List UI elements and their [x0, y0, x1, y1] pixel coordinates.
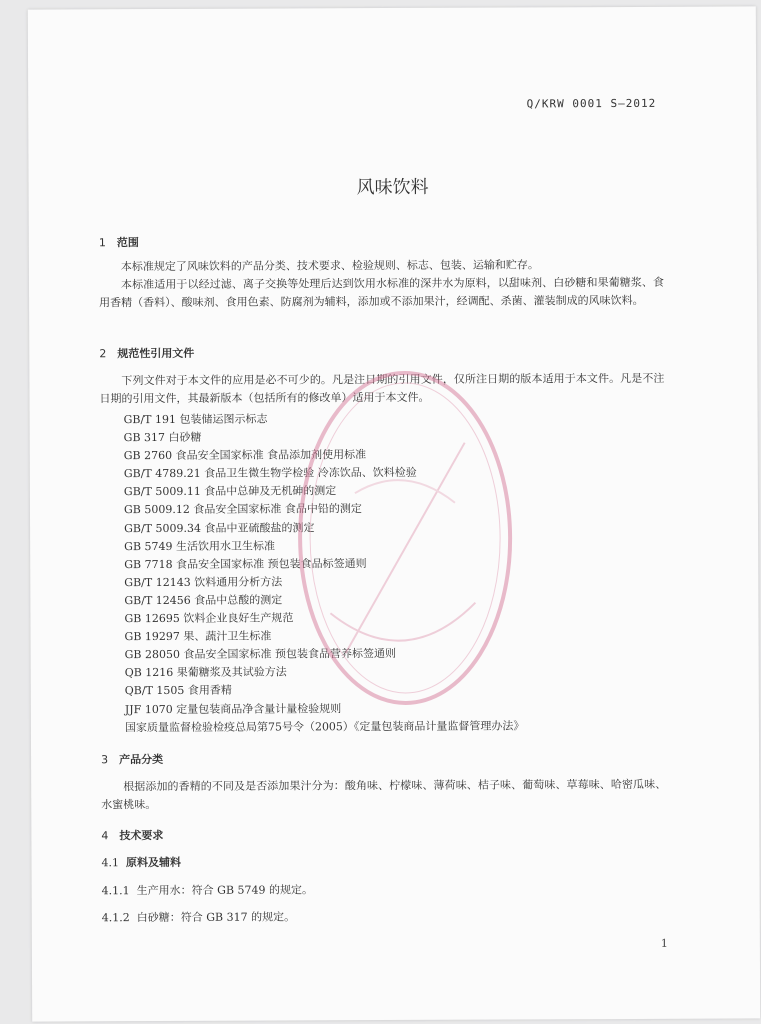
reference-item: QB/T 1505 食用香精	[124, 684, 232, 698]
section-number: 2	[99, 347, 107, 361]
section-heading-normative-references	[99, 345, 194, 361]
document-page	[28, 6, 760, 1021]
reference-item: GB/T 4789.21 食品卫生微生物学检验 冷冻饮品、饮料检验	[123, 466, 417, 481]
reference-item: GB 5009.12 食品安全国家标准 食品中铅的测定	[123, 502, 362, 517]
reference-item: GB/T 5009.34 食品中亚硫酸盐的测定	[124, 520, 315, 535]
paragraph-scope-1: 本标准规定了风味饮料的产品分类、技术要求、检验规则、标志、包装、运输和贮存。	[120, 258, 539, 274]
reference-item: 国家质量监督检验检疫总局第75号令（2005）《定量包装商品计量监督管理办法》	[124, 719, 525, 734]
reference-item: GB 28050 食品安全国家标准 预包装食品营养标签通则	[124, 647, 396, 662]
document-title: 风味饮料	[356, 176, 429, 199]
paragraph-classification: 根据添加的香精的不同及是否添加果汁分为：酸角味、柠檬味、薄荷味、桔子味、葡萄味、草莓味、哈密瓜味、水蜜桃味。	[101, 777, 667, 812]
reference-item: GB 5749 生活饮用水卫生标准	[124, 539, 276, 553]
section-number: 4	[101, 829, 109, 843]
clause-number: 4.1.2	[101, 911, 130, 925]
section-heading-classification	[101, 751, 163, 767]
section-title: 产品分类	[119, 753, 164, 767]
reference-item: JJF 1070 定量包装商品净含量计量检验规则	[124, 701, 342, 716]
reference-item: GB/T 5009.11 食品中总砷及无机砷的测定	[123, 484, 337, 499]
reference-item: GB 12695 饮料企业良好生产规范	[124, 611, 294, 626]
section-title: 范围	[116, 236, 139, 250]
clause-text: 白砂糖：符合 GB 317 的规定。	[136, 910, 296, 925]
section-title: 规范性引用文件	[117, 346, 195, 361]
section-number: 1	[98, 236, 106, 250]
subsection-heading-raw-materials	[101, 854, 181, 870]
reference-item: GB/T 191 包装储运图示标志	[123, 412, 268, 427]
reference-item: QB 1216 果葡糖浆及其试验方法	[124, 665, 287, 680]
reference-item: GB 317 白砂糖	[123, 430, 202, 445]
clause-text: 生产用水：符合 GB 5749 的规定。	[136, 883, 314, 898]
clause-white-sugar	[102, 908, 295, 925]
clause-production-water	[102, 881, 313, 898]
reference-item: GB/T 12143 饮料通用分析方法	[124, 575, 283, 590]
paragraph-scope-2: 本标准适用于以经过滤、离子交换等处理后达到饮用水标准的深井水为原料，以甜味剂、白砂糖和果葡糖浆、食用香精（香料）、酸味剂、食用色素、防腐剂为辅料，添加或不添加果汁，经调配、杀菌、灌装制成的风味饮料。	[99, 275, 665, 310]
reference-item: GB 19297 果、蔬汁卫生标准	[124, 629, 272, 644]
section-number: 3	[101, 753, 109, 767]
reference-item: GB 7718 食品安全国家标准 预包装食品标签通则	[124, 556, 367, 571]
reference-item: GB/T 12456 食品中总酸的测定	[124, 593, 283, 608]
section-heading-technical-requirements	[101, 827, 163, 843]
paragraph-references-intro: 下列文件对于本文件的应用是必不可少的。凡是注日期的引用文件，仅所注日期的版本适用于本文件。凡是不注日期的引用文件，其最新版本（包括所有的修改单）适用于本文件。	[99, 371, 665, 406]
section-title: 技术要求	[119, 829, 164, 843]
subsection-title: 原料及辅料	[125, 855, 182, 870]
reference-item: GB 2760 食品安全国家标准 食品添加剂使用标准	[123, 448, 367, 463]
page-number: 1	[660, 936, 668, 950]
standard-code: Q/KRW 0001 S—2012	[526, 96, 657, 111]
section-heading-scope	[99, 234, 139, 250]
company-seal-stamp	[284, 352, 526, 723]
subsection-number: 4.1	[101, 856, 120, 870]
clause-number: 4.1.1	[101, 884, 130, 898]
